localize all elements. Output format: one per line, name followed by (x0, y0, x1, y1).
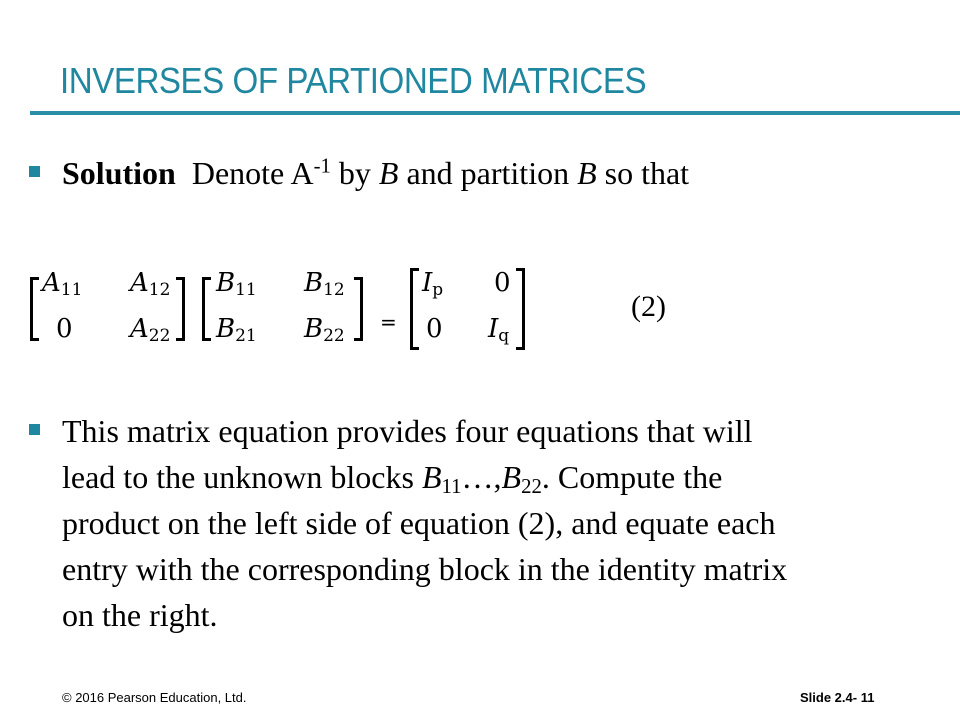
solution-text: and partition (398, 155, 578, 191)
equals-sign: = (380, 310, 397, 334)
copyright-notice: © 2016 Pearson Education, Ltd. (62, 690, 247, 705)
identity-22: $I_q$ (488, 314, 510, 346)
matrix-a-21: 0 (56, 314, 73, 344)
matrix-b-11: $B_{11}$ (216, 268, 257, 300)
matrix-a-12: $A_{12}$ (130, 268, 171, 300)
solution-label: Solution (62, 155, 176, 191)
variable-b: B (577, 155, 597, 191)
matrix-b-12: $B_{12}$ (304, 268, 345, 300)
left-bracket (410, 268, 419, 350)
slide-number: Slide 2.4- 11 (800, 690, 875, 705)
right-bracket (176, 277, 185, 341)
explanation-paragraph (62, 408, 932, 638)
inverse-exponent: -1 (313, 154, 331, 178)
variable-b: B (378, 155, 399, 191)
slide-title: INVERSES OF PARTIONED MATRICES (60, 60, 647, 101)
equation-number: (2) (631, 290, 666, 323)
solution-text: Denote A (191, 155, 314, 191)
right-bracket (354, 277, 363, 341)
identity-12: 0 (494, 268, 511, 298)
paragraph-line: on the right. (62, 597, 218, 633)
matrix-a-22: $A_{22}$ (130, 314, 171, 346)
paragraph-line: entry with the corresponding block in the identity matrix (62, 551, 788, 587)
solution-text: by (330, 155, 379, 191)
paragraph-line: product on the left side of equation (2), and equate each (62, 505, 776, 541)
left-bracket (30, 277, 39, 341)
right-bracket (516, 268, 525, 350)
bullet-marker (29, 424, 40, 435)
paragraph-line: lead to the unknown blocks $B_{11}\dots,B_{22}$. Compute the (62, 459, 723, 499)
matrix-b-22: $B_{22}$ (304, 314, 345, 346)
solution-text: so that (596, 155, 690, 191)
paragraph-line: This matrix equation provides four equations that will (62, 413, 753, 449)
matrix-b-21: $B_{21}$ (216, 314, 257, 346)
identity-21: 0 (426, 314, 443, 344)
identity-11: $I_p$ (422, 268, 444, 300)
left-bracket (202, 277, 211, 341)
matrix-a-11: $A_{11}$ (42, 268, 83, 300)
